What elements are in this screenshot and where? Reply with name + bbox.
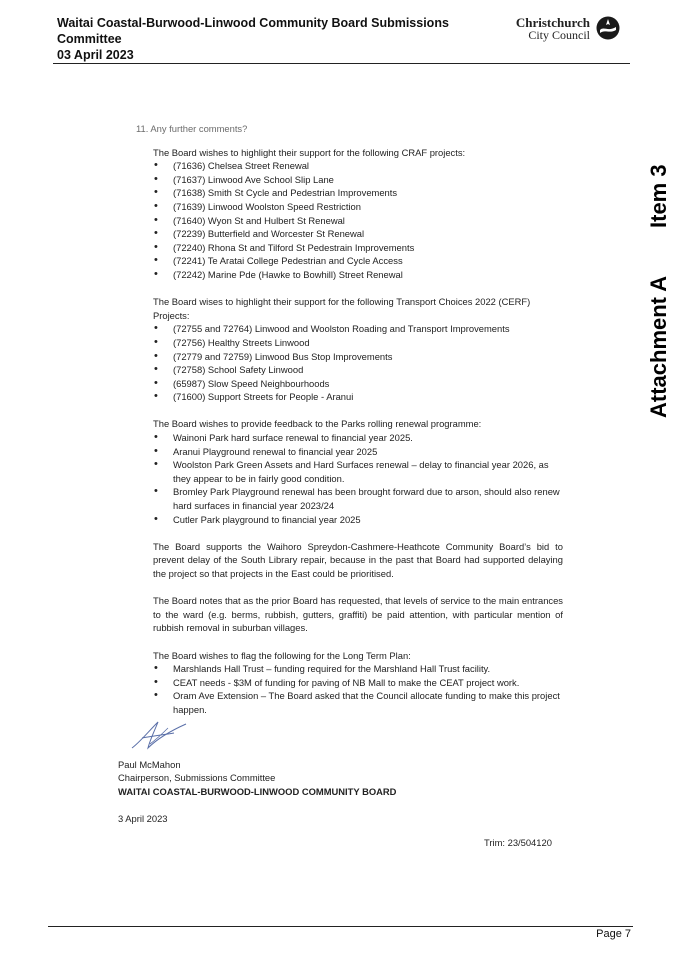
list-item: • Marshlands Hall Trust – funding required for the Marshland Hall Trust facility. xyxy=(153,662,563,676)
list-item: • (71637) Linwood Ave School Slip Lane xyxy=(153,173,563,187)
list-item: • (72239) Butterfield and Worcester St Renewal xyxy=(153,227,563,241)
signature-block xyxy=(118,718,518,826)
service-levels-paragraph: The Board notes that as the prior Board has requested, that levels of service to the main entrances to the ward (e.g. berms, rubbish, gutters, graffiti) be paid attention, with particular mention of rubbish removal in suburban villages. xyxy=(153,595,563,634)
page-number: Page 7 xyxy=(596,928,631,940)
list-item: • Aranui Playground renewal to financial year 2025 xyxy=(153,445,563,459)
list-item: • (71600) Support Streets for People - Aranui xyxy=(153,390,563,404)
list-item: • (72242) Marine Pde (Hawke to Bowhill) Street Renewal xyxy=(153,268,563,282)
logo-line2: City Council xyxy=(528,28,590,42)
council-emblem-icon xyxy=(596,16,620,40)
list-item: • (71640) Wyon St and Hulbert St Renewal xyxy=(153,214,563,228)
footer-divider xyxy=(48,926,633,927)
list-item: • (71638) Smith St Cycle and Pedestrian Improvements xyxy=(153,186,563,200)
document-header-title xyxy=(57,15,477,63)
signatory-board: WAITAI COASTAL-BURWOOD-LINWOOD COMMUNITY BOARD xyxy=(118,785,397,797)
cerf-list xyxy=(153,322,563,404)
christchurch-city-council-logo xyxy=(508,16,620,44)
list-item: • (72241) Te Aratai College Pedestrian and Cycle Access xyxy=(153,254,563,268)
signature-date: 3 April 2023 xyxy=(118,813,168,825)
list-item: • Bromley Park Playground renewal has been brought forward due to arson, should also renew hard surfaces in financial year 2023/24 xyxy=(153,485,563,512)
handwritten-signature xyxy=(128,718,198,752)
list-item: • Woolston Park Green Assets and Hard Surfaces renewal – delay to financial year 2026, as they appear to be in fairly good condition. xyxy=(153,458,563,485)
craf-intro: The Board wishes to highlight their support for the following CRAF projects: xyxy=(153,146,466,158)
list-item: • (72755 and 72764) Linwood and Woolston Roading and Transport Improvements xyxy=(153,322,563,336)
header-divider xyxy=(53,63,630,64)
parks-list xyxy=(153,431,563,526)
list-item: • (72779 and 72759) Linwood Bus Stop Improvements xyxy=(153,350,563,364)
cerf-intro: The Board wises to highlight their support for the following Transport Choices 2022 (CERF) Projects: xyxy=(153,296,531,321)
craf-section xyxy=(153,146,563,717)
library-paragraph: The Board supports the Waihoro Spreydon-Cashmere-Heathcote Community Board’s bid to prevent delay of the South Library repair, because in the past that Board had supported delaying the project so that projects in the East could be prioritised. xyxy=(153,540,563,579)
list-item: • (72758) School Safety Linwood xyxy=(153,363,563,377)
parks-intro: The Board wishes to provide feedback to the Parks rolling renewal programme: xyxy=(153,418,482,430)
list-item: • (71639) Linwood Woolston Speed Restriction xyxy=(153,200,563,214)
question-heading: 11. Any further comments? xyxy=(136,123,248,134)
list-item: • CEAT needs - $3M of funding for paving of NB Mall to make the CEAT project work. xyxy=(153,676,563,690)
trim-reference: Trim: 23/504120 xyxy=(484,837,552,848)
list-item: • Wainoni Park hard surface renewal to financial year 2025. xyxy=(153,431,563,445)
list-item: • (71636) Chelsea Street Renewal xyxy=(153,159,563,173)
side-label-attachment: Attachment A xyxy=(646,275,671,418)
list-item: • Oram Ave Extension – The Board asked that the Council allocate funding to make this project happen. xyxy=(153,689,563,716)
signatory-role: Chairperson, Submissions Committee xyxy=(118,772,276,784)
header-title-line2: Committee xyxy=(57,32,122,46)
logo-line1: Christchurch xyxy=(515,15,590,30)
signatory-name: Paul McMahon xyxy=(118,758,181,770)
list-item: • (72240) Rhona St and Tilford St Pedestrain Improvements xyxy=(153,241,563,255)
list-item: • (72756) Healthy Streets Linwood xyxy=(153,336,563,350)
list-item: • (65987) Slow Speed Neighbourhoods xyxy=(153,377,563,391)
header-title-line1: Waitai Coastal-Burwood-Linwood Community Board Submissions xyxy=(57,16,449,30)
list-item: • Cutler Park playground to financial year 2025 xyxy=(153,513,563,527)
header-date: 03 April 2023 xyxy=(57,48,134,62)
ltp-intro: The Board wishes to flag the following for the Long Term Plan: xyxy=(153,649,411,661)
side-label-item: Item 3 xyxy=(646,164,671,228)
craf-list xyxy=(153,159,563,281)
submission-content xyxy=(118,122,563,730)
ltp-list xyxy=(153,662,563,716)
